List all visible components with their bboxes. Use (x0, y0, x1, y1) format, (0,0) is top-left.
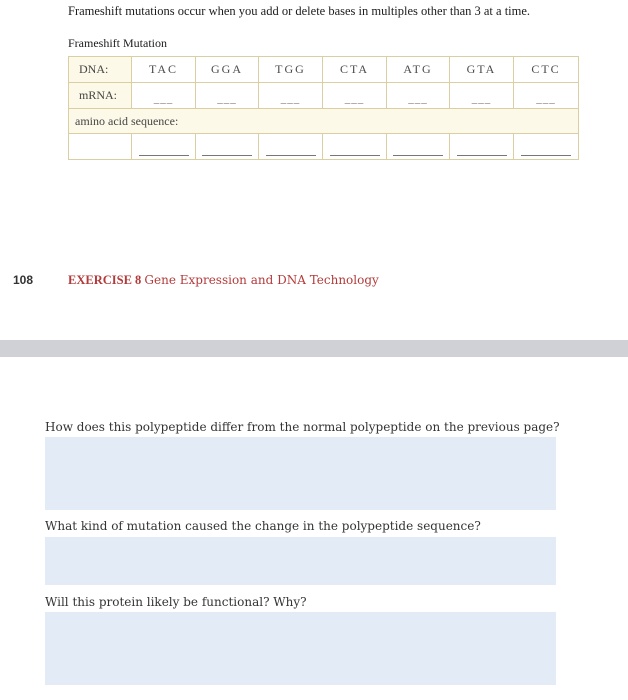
amino-row-spacer (69, 134, 132, 160)
dna-codon: GGA (196, 57, 259, 83)
page-number: 108 (13, 273, 34, 287)
dna-codon: GTA (450, 57, 514, 83)
exercise-label: EXERCISE 8 (68, 273, 142, 287)
divider-bar (0, 340, 628, 357)
dna-row (69, 57, 579, 83)
answer-box-2[interactable] (45, 537, 556, 585)
amino-acid-blank[interactable] (259, 134, 323, 160)
mrna-blank[interactable] (259, 83, 323, 109)
amino-acid-blank[interactable] (387, 134, 450, 160)
amino-acid-blank[interactable] (514, 134, 579, 160)
intro-text: Frameshift mutations occur when you add or delete bases in multiples other than 3 at a time. (68, 4, 531, 18)
answer-line (139, 155, 189, 156)
mrna-blank-dashes: ___ (217, 93, 237, 105)
amino-label-row (69, 109, 579, 134)
mrna-blank-dashes: ___ (408, 93, 428, 105)
dna-codon: CTA (323, 57, 387, 83)
answer-line (330, 155, 380, 156)
dna-codon: CTC (514, 57, 579, 83)
question-3: Will this protein likely be functional? Why? (45, 595, 307, 609)
mrna-blank-dashes: ___ (280, 93, 301, 105)
mrna-blank[interactable] (514, 83, 579, 109)
running-header (68, 273, 379, 288)
amino-acid-row (69, 134, 579, 160)
answer-line (266, 155, 316, 156)
answer-line (457, 155, 507, 156)
mrna-blank[interactable] (196, 83, 259, 109)
amino-acid-blank[interactable] (132, 134, 196, 160)
exercise-title: Gene Expression and DNA Technology (144, 273, 379, 287)
mrna-blank-dashes: ___ (153, 93, 174, 105)
question-1: How does this polypeptide differ from the normal polypeptide on the previous page? (45, 420, 560, 434)
amino-acid-label: amino acid sequence: (69, 109, 579, 134)
mrna-blank[interactable] (387, 83, 450, 109)
answer-line (521, 155, 571, 156)
dna-codon: ATG (387, 57, 450, 83)
mrna-label: mRNA: (69, 83, 132, 109)
frameshift-table (68, 56, 579, 160)
mrna-blank[interactable] (450, 83, 514, 109)
mrna-blank[interactable] (323, 83, 387, 109)
mrna-blank-dashes: ___ (536, 93, 556, 105)
answer-box-3[interactable] (45, 612, 556, 685)
dna-codon: TGG (259, 57, 323, 83)
dna-codon: TAC (132, 57, 196, 83)
answer-line (202, 155, 252, 156)
mrna-blank-dashes: ___ (344, 93, 365, 105)
mrna-blank-dashes: ___ (471, 93, 492, 105)
answer-line (393, 155, 443, 156)
dna-label: DNA: (69, 57, 132, 83)
amino-acid-blank[interactable] (196, 134, 259, 160)
answer-box-1[interactable] (45, 437, 556, 510)
amino-acid-blank[interactable] (323, 134, 387, 160)
mrna-row (69, 83, 579, 109)
amino-acid-blank[interactable] (450, 134, 514, 160)
question-2: What kind of mutation caused the change in the polypeptide sequence? (45, 519, 481, 533)
mrna-blank[interactable] (132, 83, 196, 109)
table-title: Frameshift Mutation (68, 36, 167, 50)
